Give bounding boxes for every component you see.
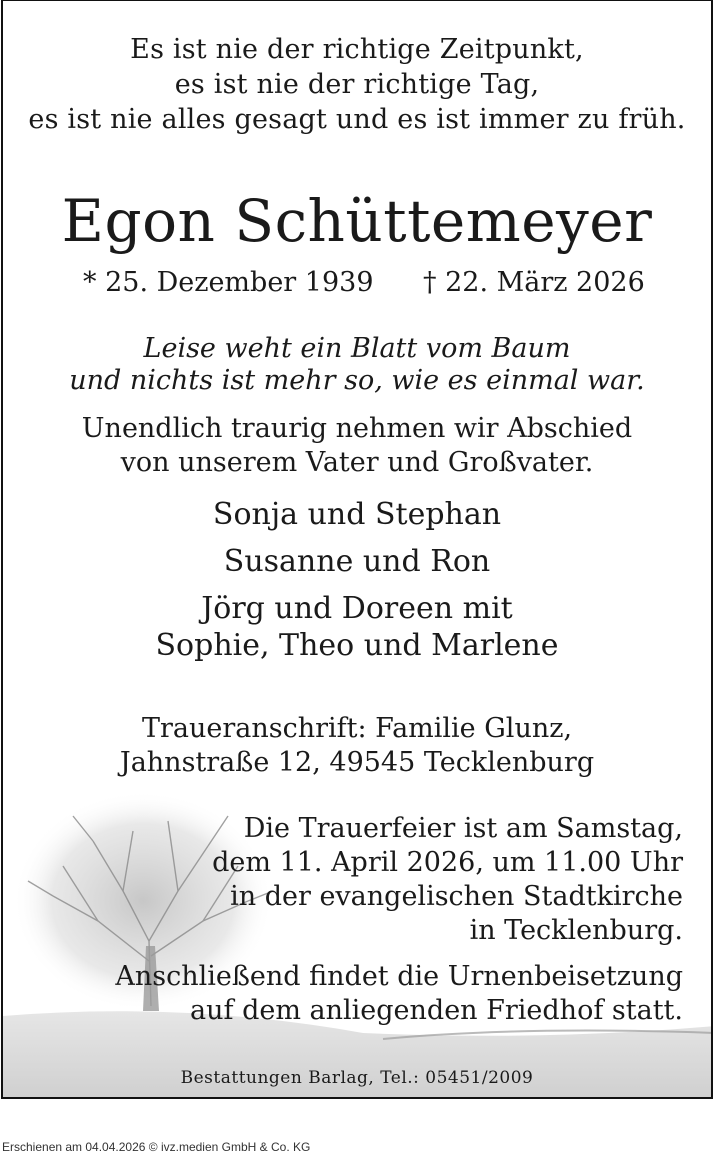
mourner-line-3: Jörg und Doreen mit bbox=[201, 591, 513, 626]
farewell-line-2: von unserem Vater und Großvater. bbox=[120, 447, 594, 478]
deceased-name: Egon Schüttemeyer bbox=[61, 187, 653, 255]
service-line-1: Die Trauerfeier ist am Samstag, bbox=[243, 813, 683, 844]
verse-line-3: es ist nie alles gesagt und es ist immer zu früh. bbox=[28, 104, 686, 135]
service-line-4: in Tecklenburg. bbox=[469, 915, 683, 946]
obituary-notice bbox=[1, 0, 713, 1099]
service-line-2: dem 11. April 2026, um 11.00 Uhr bbox=[212, 847, 683, 878]
mourner-line-2: Susanne und Ron bbox=[223, 544, 491, 579]
mourner-line-1: Sonja und Stephan bbox=[212, 497, 502, 532]
verse-line-2: es ist nie der richtige Tag, bbox=[174, 69, 540, 100]
farewell-line-1: Unendlich traurig nehmen wir Abschied bbox=[81, 413, 633, 444]
death-date: † 22. März 2026 bbox=[423, 267, 645, 298]
publication-note: Erschienen am 04.04.2026 © ivz.medien GmbH & Co. KG bbox=[2, 1140, 311, 1154]
address-line-2: Jahnstraße 12, 49545 Tecklenburg bbox=[119, 747, 595, 778]
verse-line-1: Es ist nie der richtige Zeitpunkt, bbox=[130, 34, 584, 65]
quote-line-1: Leise weht ein Blatt vom Baum bbox=[143, 333, 571, 364]
address-line-1: Traueranschrift: Familie Glunz, bbox=[141, 713, 573, 744]
mourner-line-4: Sophie, Theo und Marlene bbox=[155, 628, 559, 663]
burial-line-1: Anschließend findet die Urnenbeisetzung bbox=[115, 961, 683, 992]
quote-line-2: und nichts ist mehr so, wie es einmal war. bbox=[69, 365, 645, 396]
birth-date: * 25. Dezember 1939 bbox=[83, 267, 374, 298]
burial-line-2: auf dem anliegenden Friedhof statt. bbox=[190, 995, 683, 1026]
funeral-home: Bestattungen Barlag, Tel.: 05451/2009 bbox=[180, 1068, 534, 1088]
service-line-3: in der evangelischen Stadtkirche bbox=[230, 881, 683, 912]
